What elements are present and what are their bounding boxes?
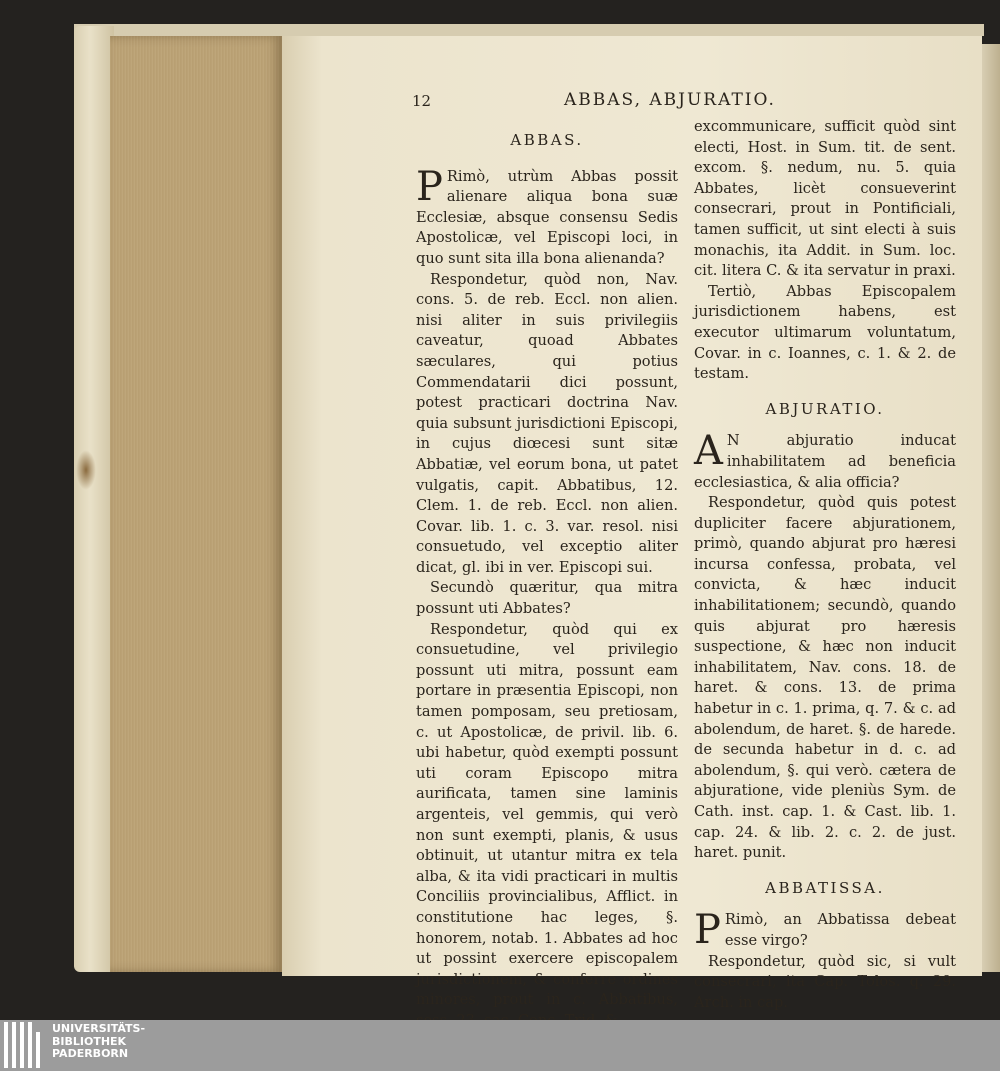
heading-abbas: ABBAS. xyxy=(510,131,584,149)
heading-abjuratio: ABJURATIO. xyxy=(765,399,885,418)
paragraph-secundo: Secundò quæritur, qua mitra possunt uti Abbates? xyxy=(416,579,678,618)
paragraph-abbatissa-question xyxy=(694,907,956,954)
paragraph-continuation: excommunicare, sufficit quòd sint electi, Host. in Sum. tit. de sent. excom. §. nedum, nu. 5. quia Abbates, licèt consueverint consecrari, prout in Pontificiali, tamen sufficit, ut sint electi à suis monachis, ita Addit. in Sum. loc. cit. litera C. & ita servatur in praxi. xyxy=(694,118,956,280)
library-footer xyxy=(0,1020,1000,1071)
paragraph-tertio: Tertiò, Abbas Episcopalem jurisdictionem habens, est executor ultimarum voluntatum, Covar. in c. Ioannes, c. 1. & 2. de testam. xyxy=(694,282,956,383)
running-head: ABBAS, ABJURATIO. xyxy=(564,90,776,110)
paragraph-abjuratio-question xyxy=(694,428,956,493)
library-logo-text xyxy=(52,1023,145,1061)
drop-cap: P xyxy=(416,163,443,210)
book-cover-spine xyxy=(74,26,114,972)
book-cover-top xyxy=(74,24,984,36)
paragraph-abjuratio-answer: Respondetur, quòd quis potest dupliciter facere abjurationem, primò, quando abjurat pro hæresi incursa confessa, probata, vel convicta, & hæc inducit inhabilitationem; secundò, quando quis abjurat pro hæresis suspectione, & hæc non inducit inhabilitatem, Nav. cons. 18. de haret. & cons. 13. de prima habetur in c. 1. prima, q. 7. & c. ad abolendum, de haret. §. de harede. de secunda habetur in d. c. ad abolendum, §. qui verò. cætera de abjuratione, vide pleniùs Sym. de Cath. inst. cap. 1. & Cast. lib. 1. cap. 24. & lib. 2. c. 2. de just. haret. punit. xyxy=(694,494,956,862)
paragraph-respondetur-2: Respondetur, quòd qui ex consuetudine, vel privilegio possunt uti mitra, possunt eam portare in præsentia Episcopi, non tamen pomposam, seu pretiosam, c. ut Apostolicæ, de privil. lib. 6. ubi habetur, quòd exempti possunt uti coram Episcopo mitra aurificata, tamen sine laminis argenteis, vel gemmis, qui verò non sunt exempti, planis, & usus obtinuit, ut utantur mitra ex tela alba, & ita vidi practicari in multis Conciliis provincialibus, Afflict. in constitutione hac leges, §. honorem, notab. 1. Abbates ad hoc ut possint exercere episcopalem jurisdictionem, & conferre ordines minores, prout in c. Abbatibus, xyxy=(416,620,678,1009)
logo-line: UNIVERSITÄTS- xyxy=(52,1022,146,1035)
paragraph-text: Rimò, an Abbatissa debeat esse virgo? xyxy=(724,911,956,949)
paragraph-abbatissa-answer: Respondetur, quòd sic, si vult consecrari, ita Cap. Tolos. q. 29. Arch. in cap. xyxy=(694,952,956,1011)
drop-cap: A xyxy=(694,428,723,475)
drop-cap: P xyxy=(694,907,721,954)
paragraph-text: Rimò, utrùm Abbas possit alienare aliqua bona suæ Ecclesiæ, absque consensu Sedis Apostolicæ, vel Episcopi loci, in quo sunt sita illa bona alienanda? xyxy=(416,167,678,267)
right-page-edge xyxy=(982,44,1000,972)
library-logo-icon xyxy=(4,1022,40,1068)
page-number: 12 xyxy=(412,92,432,110)
paragraph-respondetur-1: Respondetur, quòd non, Nav. cons. 5. de reb. Eccl. non alien. nisi aliter in suis privilegiis caveatur, quoad Abbates sæculares, qui potius Commendatarii dici possunt, potest practicari doctrina Nav. quia subsunt jurisdictioni Episcopi, in cujus diœcesi sunt sitæ Abbatiæ, vel eorum bona, ut patet vulgatis, capit. Abbatibus, 12. Clem. 1. de reb. Eccl. non alien. Covar. lib. 1. c. 3. var. resol. nisi consuetudo, vel exceptio aliter dicat, gl. ibi in ver. Episcopi sui. xyxy=(416,270,678,576)
cover-stain xyxy=(76,450,96,490)
right-column xyxy=(694,117,956,1013)
logo-line: PADERBORN xyxy=(52,1047,129,1060)
logo-line: BIBLIOTHEK xyxy=(52,1034,127,1048)
left-column xyxy=(416,130,678,1032)
heading-abbatissa: ABBATISSA. xyxy=(765,878,885,897)
paragraph-primo xyxy=(416,163,678,270)
page-edges xyxy=(110,36,282,972)
paragraph-text: N abjuratio inducat inhabilitatem ad beneficia ecclesiastica, & alia officia? xyxy=(694,432,956,491)
